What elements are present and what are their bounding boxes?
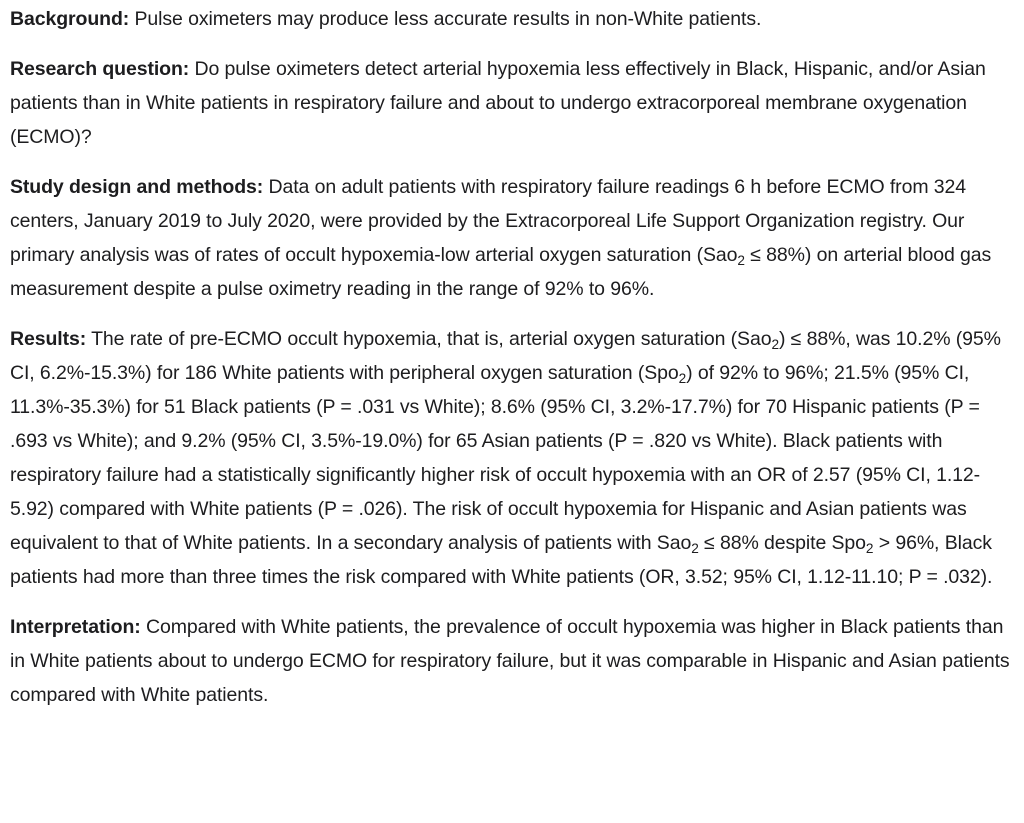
results-text: ≤ 88% despite Spo [698,532,866,554]
subscript: 2 [678,371,687,387]
study-design-label: Study design and methods: [10,176,264,198]
study-design-paragraph [10,170,1014,306]
background-label: Background: [10,8,130,30]
results-paragraph [10,322,1014,594]
research-question-label: Research question: [10,58,190,80]
study-design-text: Data on adult patients with respiratory failure readings 6 h before ECMO from 324 centers, January 2019 to July 2020, were provided by the Extracorporeal Life Support Organization registry. Our primary analysis was of rates of occult hypoxemia-low arterial oxygen saturation (Sao [10,176,967,266]
subscript: 2 [737,253,745,269]
subscript: 2 [771,337,779,353]
results-text: ) ≤ 88%, was 10.2% (95% CI, 6.2%-15.3%) for 186 White patients with peripheral oxygen saturation (Spo [10,328,1001,384]
subscript: 2 [691,541,699,557]
results-text: The rate of pre-ECMO occult hypoxemia, that is, arterial oxygen saturation (Sao [86,328,772,350]
interpretation-label: Interpretation: [10,616,141,638]
background-text: Pulse oximeters may produce less accurate results in non-White patients. [129,8,762,30]
interpretation-text: Compared with White patients, the prevalence of occult hypoxemia was higher in Black patients than in White patients about to undergo ECMO for respiratory failure, but it was comparable in Hispanic and Asian patients compared with White patients. [10,616,1010,706]
results-text: ) of 92% to 96%; 21.5% (95% CI, 11.3%-35.3%) for 51 Black patients (P = .031 vs White); 8.6% (95% CI, 3.2%-17.7%) for 70 Hispanic patients (P = .693 vs White); and 9.2% (95% CI, 3.5%-19.0%) for 65 Asian patients (P = .820 vs White). Black patients with respiratory failure had a statistically significantly higher risk of occult hypoxemia with an OR of 2.57 (95% CI, 1.12-5.92) compared with White patients (P = .026). The risk of occult hypoxemia for Hispanic and Asian patients was equivalent to that of White patients. In a secondary analysis of patients with Sao [10,362,981,554]
interpretation-paragraph [10,610,1014,712]
results-text: > 96%, Black patients had more than three times the risk compared with White patients (OR, 3.52; 95% CI, 1.12-11.10; P = .032). [10,532,993,588]
research-question-text: Do pulse oximeters detect arterial hypoxemia less effectively in Black, Hispanic, and/or Asian patients than in White patients in respiratory failure and about to undergo extracorporeal membrane oxygenation (ECMO)? [10,58,986,148]
research-question-paragraph [10,52,1014,154]
study-design-text: ≤ 88%) on arterial blood gas measurement despite a pulse oximetry reading in the range of 92% to 96%. [10,244,992,300]
background-paragraph [10,0,1014,36]
subscript: 2 [865,541,874,557]
results-label: Results: [10,328,87,350]
